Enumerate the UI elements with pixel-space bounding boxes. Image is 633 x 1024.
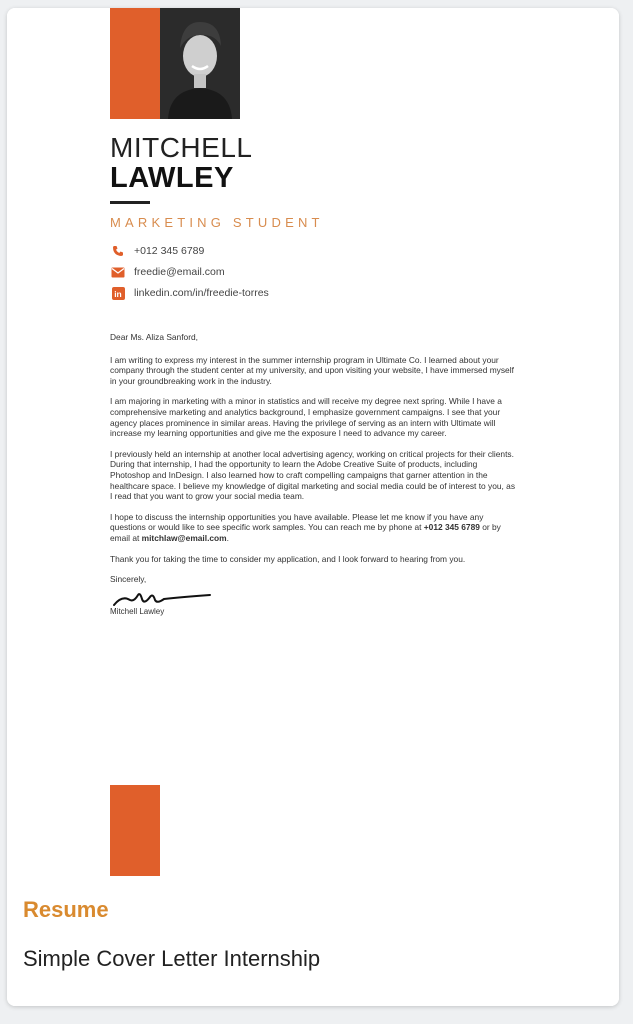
paragraph-intro: I am writing to express my interest in the summer internship program in Ultimate Co. I learned about your company through the student center at my university, and upon visiting your website, I have immersed myself in your groundbreaking work in the industry. (110, 354, 514, 386)
contact-email (110, 265, 225, 279)
phone-highlight: +012 345 6789 (423, 522, 480, 533)
name-divider (110, 201, 150, 204)
email-highlight: mitchlaw@email.com (141, 532, 227, 543)
paragraph-experience: I previously held an internship at another local advertising agency, working on critical projects for their clients. During that internship, I had the opportunity to learn the Adobe Creative Suite of products, including Photoshop and InDesign. I also learned how to craft compelling campaigns that garner attention in the healthcare space. I believe my knowledge of digital marketing and social media could be of interest to you, as I read that you want to grow your social media team. (110, 448, 516, 502)
email-icon (110, 265, 126, 279)
contact-linkedin (110, 286, 269, 300)
card-footer (7, 876, 619, 1006)
document-preview[interactable] (7, 8, 619, 876)
closing: Sincerely, (110, 574, 147, 585)
card-category[interactable]: Resume (23, 897, 109, 922)
job-title: MARKETING STUDENT (110, 215, 324, 230)
template-card[interactable] (7, 8, 619, 1006)
avatar (160, 8, 240, 119)
contact-text: freedie@email.com (134, 266, 225, 278)
accent-bar-bottom (110, 785, 160, 876)
paragraph-thanks: Thank you for taking the time to consider my application, and I look forward to hearing from you. (110, 553, 466, 564)
linkedin-icon (110, 286, 126, 300)
letter-body (110, 332, 516, 617)
svg-text:in: in (113, 288, 122, 299)
contact-text: +012 345 6789 (134, 245, 205, 257)
contact-phone (110, 244, 204, 258)
profile-photo (160, 8, 240, 119)
last-name: LAWLEY (110, 162, 234, 194)
signer-name: Mitchell Lawley (110, 606, 165, 616)
phone-icon (110, 244, 126, 258)
paragraph-contact: I hope to discuss the internship opportunities you have available. Please let me know if you have any questions or would like to see specific work samples. You can reach me by phone at +012 345 6789 or by email at mitchlaw@email.com. (110, 511, 501, 543)
signature-image (112, 589, 212, 609)
first-name: MITCHELL (110, 132, 253, 163)
accent-bar-top (110, 8, 160, 119)
contact-text: linkedin.com/in/freedie-torres (134, 287, 269, 299)
salutation: Dear Ms. Aliza Sanford, (110, 332, 198, 342)
card-title[interactable]: Simple Cover Letter Internship (23, 946, 321, 971)
paragraph-education: I am majoring in marketing with a minor in statistics and will receive my degree next spring. While I have a comprehensive marketing and analytics background, I emphasize government campaigns. I see that your agency places prominence in similar areas. Having the privilege of serving as an intern with Ultimate will increase my learning opportunities and give me the exposure I need to advance my career. (110, 396, 502, 439)
